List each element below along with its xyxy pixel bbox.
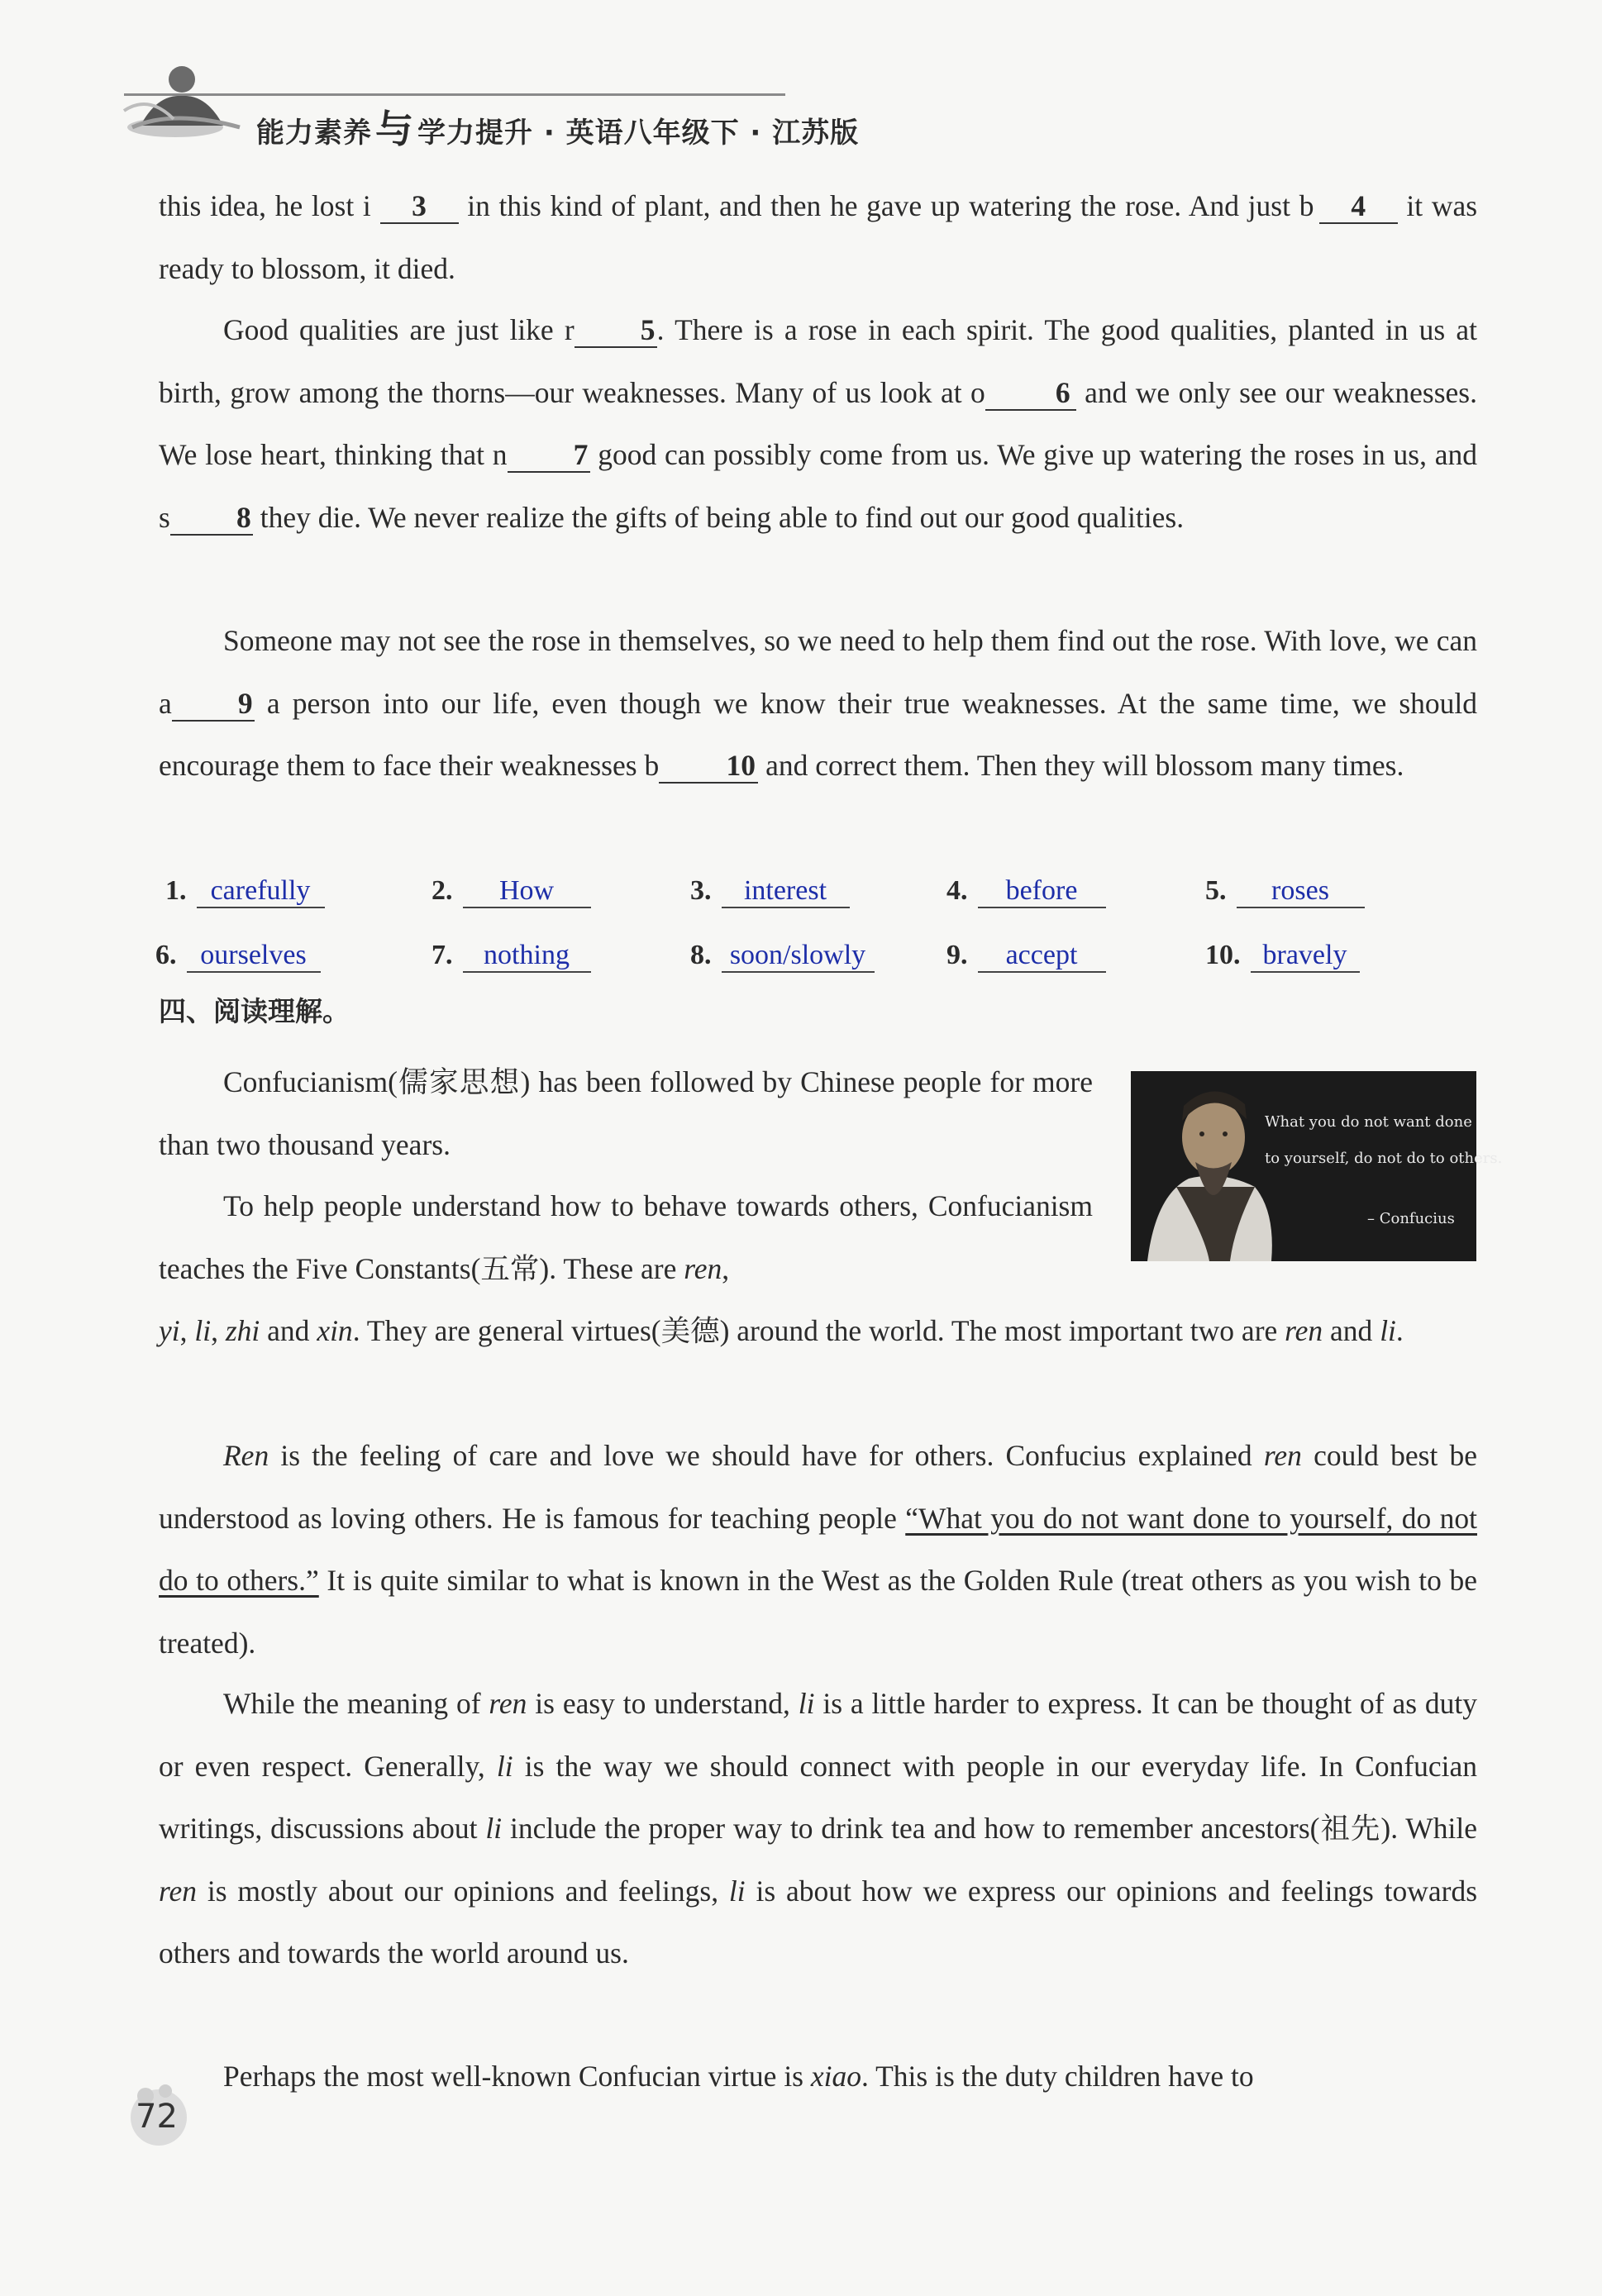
section-title: 四、阅读理解。 (159, 995, 350, 1027)
header-divider (124, 93, 785, 96)
blank-3: 3 (380, 190, 459, 224)
quote-text: What you do not want done to yourself, do not do to others. (1265, 1113, 1503, 1167)
answer-8: 8. soon/slowly (690, 939, 875, 973)
answer-1: 1. carefully (165, 874, 325, 908)
answer-9: 9. accept (946, 939, 1106, 973)
reading-paragraph-2-end: yi, li, zhi and xin. They are general virtues(美德) around the world. The most important two are ren and li. (159, 1314, 1404, 1347)
reading-paragraph-4: While the meaning of ren is easy to understand, li is a little harder to express. It can be thought of as duty or even respect. Generally, li is the way we should connect with people in our everyday life. In Confucian writings, discussions about li include the proper way to drink tea and how to remember ancestors(祖先). While ren is mostly about our opinions and feelings, li is about how we express our opinions and feelings towards others and towards the world around us. (159, 1687, 1478, 1970)
page-header (124, 51, 909, 151)
cloze-paragraph-1: this idea, he lost i 3 in this kind of plant, and then he gave up watering the rose. And just b 4 it was ready to blossom, it died. (159, 189, 1478, 285)
cloze-paragraph-2: Good qualities are just like r 5. There is a rose in each spirit. The good qualities, planted in us at birth, grow among the thorns—our weaknesses. Many of us look at o 6 and we only see our weaknesses. We lose heart, thinking that n 7 good can possibly come from us. We give up watering the roses in us, and s 8 they die. We never realize the gifts of being able to find out our good qualities. (159, 299, 1477, 549)
reading-paragraph-5: Perhaps the most well-known Confucian virtue is xiao. This is the duty children have to (223, 2060, 1254, 2093)
blank-5: 5 (575, 314, 657, 348)
answer-3: 3. interest (690, 874, 850, 908)
cloze-paragraph-3: Someone may not see the rose in themselves, so we need to help them find out the rose. With love, we can a 9 a person into our life, even though we know their true weaknesses. At the same time, we should encourage them to face their weaknesses b 10 and correct them. Then they will blossom many times. (159, 610, 1477, 798)
reading-paragraph-1: Confucianism(儒家思想) has been followed by Chinese people for more than two thousand years. (159, 1065, 1093, 1161)
answer-4: 4. before (946, 874, 1106, 908)
reading-paragraph-3: Ren is the feeling of care and love we should have for others. Confucius explained ren could best be understood as loving others. He is famous for teaching people “What you do not want done to yourself, do not do to others.” It is quite similar to what is known in the West as the Golden Rule (treat others as you wish to be treated). (159, 1439, 1478, 1660)
answer-2: 2. How (431, 874, 591, 908)
blank-8: 8 (170, 502, 253, 536)
blank-7: 7 (508, 439, 590, 473)
answer-10: 10. bravely (1205, 939, 1360, 973)
blank-9: 9 (172, 688, 255, 722)
blank-6: 6 (985, 377, 1076, 411)
reading-paragraph-2-start: To help people understand how to behave towards others, Confucianism teaches the Five Constants(五常). These are ren, (159, 1189, 1093, 1285)
golden-rule-quote: “What you do not want done to yourself, do not do to others.” (159, 1501, 1477, 1597)
header-title: 能力素养与 学力提升 · 英语八年级下 · 江苏版 (256, 107, 860, 151)
answer-grid (155, 858, 1405, 990)
answer-6: 6. ourselves (155, 939, 321, 973)
blank-4: 4 (1319, 190, 1398, 224)
page-number-badge (124, 2074, 207, 2157)
blank-10: 10 (659, 750, 758, 784)
page-number: 72 (136, 2098, 178, 2136)
answer-7: 7. nothing (431, 939, 591, 973)
answer-5: 5. roses (1205, 874, 1365, 908)
reader-logo-icon (124, 61, 248, 141)
confucius-quote-image (1131, 1071, 1503, 1261)
quote-attribution: – Confucius (1367, 1210, 1455, 1227)
